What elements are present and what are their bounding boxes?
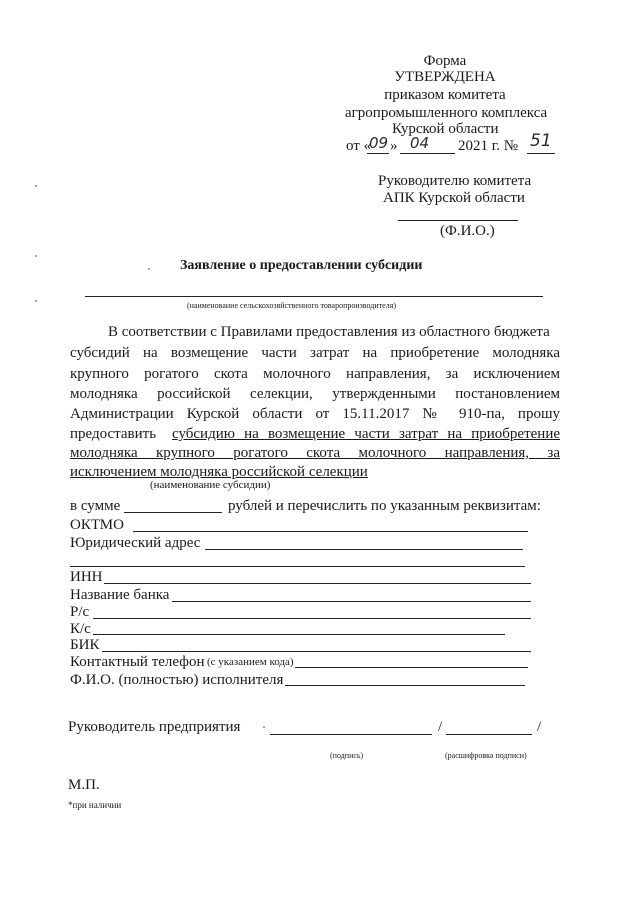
form-label: Форма — [423, 53, 467, 69]
scan-speck — [35, 300, 37, 302]
body-line-5: Администрации Курской области от 15.11.2017 № 910-па, прошу — [70, 406, 560, 422]
signature-decode-input-line[interactable] — [446, 734, 532, 735]
bik-input-line[interactable] — [102, 651, 531, 652]
scan-speck — [148, 268, 150, 270]
document-title: Заявление о предоставлении субсидии — [180, 258, 423, 273]
signature-slash-1: / — [438, 719, 443, 735]
executor-input-line[interactable] — [285, 685, 525, 686]
sum-suffix: рублей и перечислить по указанным реквизитам: — [228, 498, 541, 514]
fio-caption: (Ф.И.О.) — [440, 223, 495, 239]
bik-label: БИК — [70, 637, 100, 653]
subsidy-name-line-3: исключением молодняка российской селекции — [70, 464, 368, 480]
addressee-line-1: Руководителю комитета — [378, 173, 532, 189]
body-line-1: В соответствии с Правилами предоставления из областного бюджета — [108, 324, 550, 340]
order-number: 51 — [530, 131, 552, 151]
date-day-underline — [367, 153, 389, 154]
producer-caption: (наименование сельскохозяйственного товаропроизводителя) — [187, 301, 397, 310]
provide-word: предоставить — [70, 426, 157, 442]
ks-input-line[interactable] — [93, 634, 505, 635]
scan-speck — [263, 726, 265, 728]
addressee-line-2: АПК Курской области — [383, 190, 525, 206]
head-label: Руководитель предприятия — [68, 719, 241, 735]
legal-address-input-line[interactable] — [205, 549, 523, 550]
sum-input-line[interactable] — [124, 512, 222, 513]
date-day: 09 — [369, 134, 389, 152]
fio-blank-line — [398, 220, 518, 221]
executor-label: Ф.И.О. (полностью) исполнителя — [70, 672, 284, 688]
ks-label: К/с — [70, 621, 91, 637]
date-mid: » — [390, 138, 398, 154]
oktmo-input-line[interactable] — [133, 531, 528, 532]
inn-label: ИНН — [70, 569, 103, 585]
scan-speck — [35, 255, 37, 257]
body-line-2: субсидий на возмещение части затрат на приобретение молодняка — [70, 345, 560, 361]
sign-caption: (подпись) — [330, 751, 364, 760]
footnote: *при наличии — [68, 800, 122, 810]
phone-label: Контактный телефон — [70, 654, 205, 670]
phone-input-line[interactable] — [295, 667, 528, 668]
bank-name-label: Название банка — [70, 587, 170, 603]
order-line-2: агропромышленного комплекса — [345, 105, 548, 121]
rs-input-line[interactable] — [93, 618, 531, 619]
oktmo-label: ОКТМО — [70, 517, 124, 533]
inn-input-line[interactable] — [104, 583, 531, 584]
date-prefix: от « — [346, 138, 372, 154]
producer-name-line — [85, 296, 543, 297]
body-line-3: крупного рогатого скота молочного направления, за исключением — [70, 366, 560, 382]
signature-input-line[interactable] — [270, 734, 432, 735]
subsidy-name-line-2: молодняка крупного рогатого скота молочного направления, за — [70, 445, 560, 461]
approved-label: УТВЕРЖДЕНА — [394, 69, 496, 85]
scan-speck — [35, 185, 37, 187]
date-year: 2021 г. № — [458, 138, 519, 154]
legal-address-label: Юридический адрес — [70, 535, 201, 551]
order-line-3: Курской области — [392, 121, 499, 137]
legal-address-input-line-2[interactable] — [70, 566, 525, 567]
order-number-underline — [527, 153, 555, 154]
body-line-4: молодняка российской селекции, утвержденными постановлением — [70, 386, 560, 402]
seal-placeholder: М.П. — [68, 777, 100, 793]
subsidy-caption: (наименование субсидии) — [150, 479, 271, 491]
sum-prefix: в сумме — [70, 498, 121, 514]
date-month-underline — [400, 153, 455, 154]
order-line-1: приказом комитета — [384, 87, 506, 103]
decode-caption: (расшифровка подписи) — [445, 751, 527, 760]
date-month: 04 — [410, 134, 430, 152]
bank-name-input-line[interactable] — [172, 601, 531, 602]
phone-note: (с указанием кода) — [207, 656, 294, 668]
subsidy-name-line-1: субсидию на возмещение части затрат на приобретение — [172, 426, 560, 442]
rs-label: Р/с — [70, 604, 90, 620]
signature-slash-2: / — [537, 719, 542, 735]
